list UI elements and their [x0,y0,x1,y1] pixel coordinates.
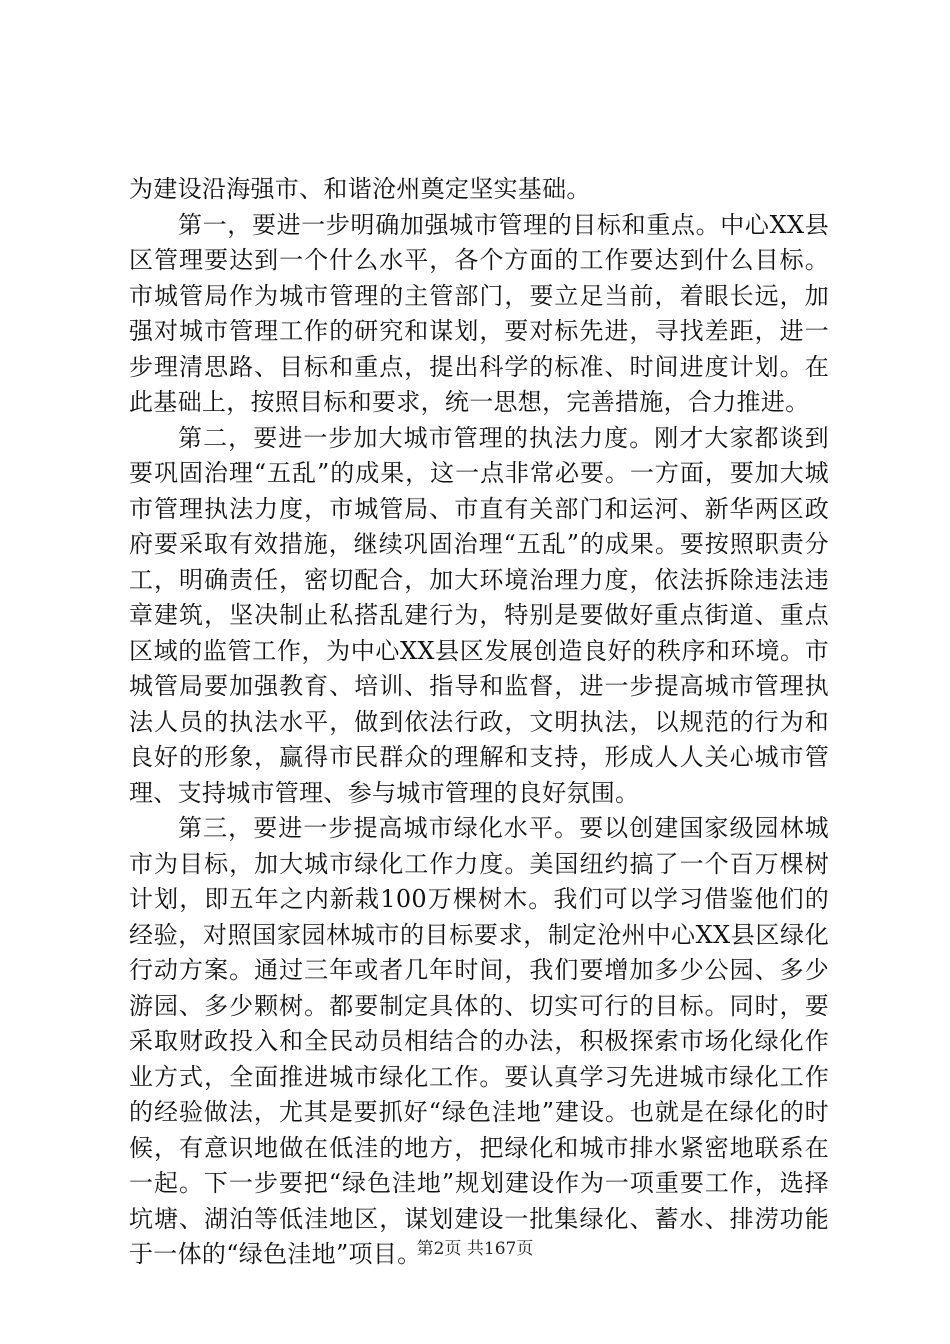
paragraph-first-point: 第一，要进一步明确加强城市管理的目标和重点。中心XX县区管理要达到一个什么水平，各个方面的工作要达到什么目标。市城管局作为城市管理的主管部门，要立足当前，着眼长远，加强对城市管理工作的研究和谋划，要对标先进，寻找差距，进一步理清思路、目标和重点，提出科学的标准、时间进度计划。在此基础上，按照目标和要求，统一思想，完善措施，合力推进。 [129,210,829,416]
paragraph-second-point: 第二，要进一步加大城市管理的执法力度。刚才大家都谈到要巩固治理“五乱”的成果，这一点非常必要。一方面，要加大城市管理执法力度，市城管局、市直有关部门和运河、新华两区政府要采取有效措施，继续巩固治理“五乱”的成果。要按照职责分工，明确责任，密切配合，加大环境治理力度，依法拆除违法违章建筑，坚决制止私搭乱建行为，特别是要做好重点街道、重点区域的监管工作，为中心XX县区发展创造良好的秩序和环境。市城管局要加强教育、培训、指导和监督，进一步提高城市管理执法人员的执法水平，做到依法行政，文明执法，以规范的行为和良好的形象，赢得市民群众的理解和支持，形成人人关心城市管理、支持城市管理、参与城市管理的良好氛围。 [129,423,829,807]
page-number-footer: 第2页 共167页 [416,1239,534,1259]
document-body [129,172,829,1273]
paragraph-continuation: 为建设沿海强市、和谐沧州奠定坚实基础。 [129,175,591,203]
paragraph-third-point: 第三，要进一步提高城市绿化水平。要以创建国家级园林城市为目标，加大城市绿化工作力度。美国纽约搞了一个百万棵树计划，即五年之内新栽100万棵树木。我们可以学习借鉴他们的经验，对照国家园林城市的目标要求，制定沧州中心XX县区绿化行动方案。通过三年或者几年时间，我们要增加多少公园、多少游园、多少颗树。都要制定具体的、切实可行的目标。同时，要采取财政投入和全民动员相结合的办法，积极探索市场化绿化作业方式，全面推进城市绿化工作。要认真学习先进城市绿化工作的经验做法，尤其是要抓好“绿色洼地”建设。也就是在绿化的时候，有意识地做在低洼的地方，把绿化和城市排水紧密地联系在一起。下一步要把“绿色洼地”规划建设作为一项重要工作，选择坑塘、湖泊等低洼地区，谋划建设一批集绿化、蓄水、排涝功能于一体的“绿色洼地”项目。 [129,814,829,1268]
